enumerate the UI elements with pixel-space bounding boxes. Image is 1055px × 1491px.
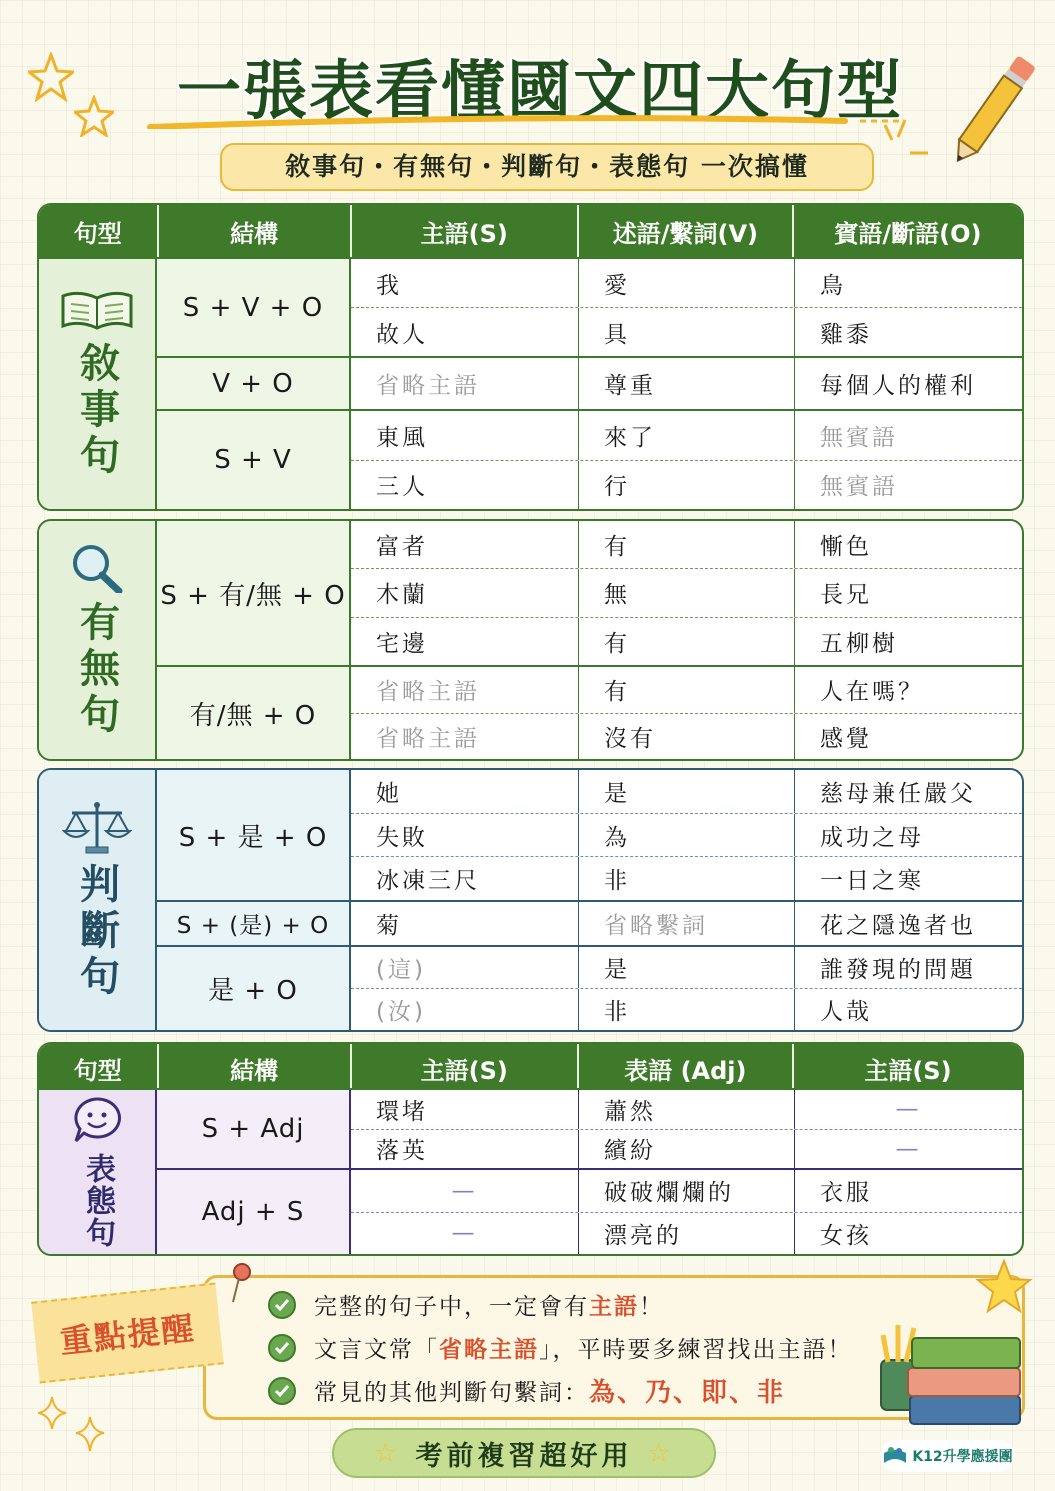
sparkle-icon bbox=[38, 1395, 108, 1455]
subject-cell: 環堵 bbox=[351, 1090, 579, 1129]
column-header: 結構 bbox=[159, 1044, 352, 1092]
logo-icon bbox=[882, 1445, 908, 1467]
object-cell: 慚色 bbox=[820, 534, 872, 561]
subtitle-banner: 敘事句・有無句・判斷句・表態句 一次搞懂 bbox=[220, 143, 874, 191]
reminder-item bbox=[268, 1283, 853, 1326]
tip-text: 完整的句子中，一定會有 bbox=[314, 1294, 589, 1320]
predicate-cell: 破破爛爛的 bbox=[579, 1170, 795, 1212]
magnifier-icon bbox=[67, 541, 127, 593]
pushpin-icon bbox=[225, 1262, 255, 1307]
tip-highlight: 省略主語 bbox=[439, 1337, 539, 1363]
subject-cell: 省略主語 bbox=[351, 358, 579, 409]
structure-label: Adj + S bbox=[157, 1170, 351, 1254]
subject-cell: 失敗 bbox=[351, 814, 579, 857]
section-title: 有無句 bbox=[73, 601, 120, 739]
page-title: 一張表看懂國文四大句型 bbox=[177, 55, 903, 129]
subject-cell: 宅邊 bbox=[351, 618, 579, 665]
table-row bbox=[351, 308, 1022, 356]
object-cell: 五柳樹 bbox=[820, 630, 898, 657]
title-underline bbox=[145, 115, 905, 129]
structure-label: V + O bbox=[157, 358, 351, 409]
verb-cell: 行 bbox=[579, 461, 795, 510]
star-icon bbox=[28, 52, 74, 102]
subject2-cell: 衣服 bbox=[820, 1180, 872, 1207]
verb-cell: 來了 bbox=[579, 411, 795, 460]
table-row bbox=[351, 411, 1022, 461]
verb-cell: 是 bbox=[579, 947, 795, 988]
table-row bbox=[351, 618, 1022, 665]
tip-text: 」，平時要多練習找出主語！ bbox=[539, 1337, 853, 1363]
object-cell: 鳥 bbox=[820, 272, 846, 299]
structure-label: S + V bbox=[157, 411, 351, 509]
column-header: 主語(S) bbox=[864, 1056, 952, 1085]
tip-text: ！ bbox=[639, 1294, 664, 1320]
table-row bbox=[351, 259, 1022, 308]
subject-cell: 富者 bbox=[351, 521, 579, 568]
tip-text: 常見的其他判斷句繫詞： bbox=[314, 1380, 589, 1406]
structure-label: S + 有/無 + O bbox=[157, 521, 351, 665]
verb-cell: 是 bbox=[579, 770, 795, 813]
table-row bbox=[351, 1130, 1022, 1169]
structure-label: 是 + O bbox=[157, 947, 351, 1030]
check-icon bbox=[268, 1334, 296, 1362]
object-cell: 人哉 bbox=[820, 999, 872, 1025]
scales-icon bbox=[62, 799, 132, 855]
object-cell: 無賓語 bbox=[820, 424, 898, 451]
subject-cell: — bbox=[351, 1170, 579, 1212]
table-row bbox=[351, 902, 1022, 945]
object-cell: 花之隱逸者也 bbox=[820, 913, 976, 939]
tip-highlight: 為、乃、即、非 bbox=[589, 1378, 786, 1408]
tip-highlight: 主語 bbox=[589, 1294, 639, 1320]
object-cell: 慈母兼任嚴父 bbox=[820, 780, 976, 807]
column-header: 主語(S) bbox=[352, 205, 579, 257]
section-judgment bbox=[37, 768, 1024, 1032]
verb-cell: 為 bbox=[579, 814, 795, 857]
verb-cell: 沒有 bbox=[579, 714, 795, 760]
reminder-tag: 重點提醒 bbox=[31, 1283, 224, 1384]
object-cell: 無賓語 bbox=[820, 474, 898, 501]
section-descriptive bbox=[37, 1088, 1024, 1256]
structure-label: S + 是 + O bbox=[157, 770, 351, 900]
verb-cell: 愛 bbox=[579, 259, 795, 307]
subject-cell: 冰凍三尺 bbox=[351, 857, 579, 900]
table-row bbox=[351, 569, 1022, 617]
structure-label: S + Adj bbox=[157, 1090, 351, 1168]
brand-logo bbox=[880, 1440, 1015, 1472]
column-header: 表語 (Adj) bbox=[579, 1044, 794, 1092]
verb-cell: 具 bbox=[579, 308, 795, 356]
subject-cell: (這) bbox=[351, 947, 579, 988]
subject-cell: 東風 bbox=[351, 411, 579, 460]
section-title: 表態句 bbox=[80, 1153, 115, 1249]
table-header bbox=[37, 203, 1024, 259]
star-icon bbox=[74, 95, 114, 137]
column-header: 述語/繫詞(V) bbox=[579, 205, 794, 257]
cta-text: 考前複習超好用 bbox=[415, 1440, 633, 1472]
predicate-cell: 蕭然 bbox=[579, 1090, 795, 1129]
structure-label: S + (是) + O bbox=[157, 902, 351, 945]
object-cell: 成功之母 bbox=[820, 824, 924, 851]
column-header: 主語(S) bbox=[352, 1044, 579, 1092]
table-row bbox=[351, 1213, 1022, 1255]
subject2-cell: — bbox=[895, 1135, 922, 1162]
table-row bbox=[351, 857, 1022, 900]
column-header: 賓語/斷語(O) bbox=[834, 219, 982, 248]
object-cell: 感覺 bbox=[820, 725, 872, 752]
subject2-cell: 女孩 bbox=[820, 1222, 872, 1249]
section-label bbox=[39, 521, 157, 759]
reminder-list bbox=[268, 1283, 853, 1412]
smile-chat-icon bbox=[70, 1095, 124, 1145]
verb-cell: 尊重 bbox=[579, 358, 795, 409]
subject2-cell: — bbox=[895, 1096, 922, 1123]
column-header: 句型 bbox=[39, 205, 159, 257]
table-row bbox=[351, 947, 1022, 989]
table-header-adj bbox=[37, 1042, 1024, 1092]
object-cell: 每個人的權利 bbox=[820, 373, 976, 399]
check-icon bbox=[268, 1377, 296, 1405]
subject-cell: 菊 bbox=[351, 902, 579, 945]
table-row bbox=[351, 358, 1022, 409]
column-header: 句型 bbox=[39, 1044, 159, 1092]
check-icon bbox=[268, 1291, 296, 1319]
object-cell: 人在嗎？ bbox=[820, 679, 924, 706]
verb-cell: 有 bbox=[579, 618, 795, 665]
verb-cell: 非 bbox=[579, 857, 795, 900]
object-cell: 長兄 bbox=[820, 582, 872, 609]
tip-text: 文言文常「 bbox=[314, 1337, 439, 1363]
subject-cell: 省略主語 bbox=[351, 667, 579, 713]
subject-cell: 木蘭 bbox=[351, 569, 579, 616]
logo-text: K12升學應援團 bbox=[912, 1449, 1013, 1465]
subject-cell: 故人 bbox=[351, 308, 579, 356]
subject-cell: 我 bbox=[351, 259, 579, 307]
reminder-item bbox=[268, 1369, 853, 1412]
table-row bbox=[351, 1090, 1022, 1130]
subject-cell: 三人 bbox=[351, 461, 579, 510]
verb-cell: 有 bbox=[579, 667, 795, 713]
section-label bbox=[39, 1090, 157, 1254]
pencil-icon bbox=[945, 45, 1040, 175]
predicate-cell: 繽紛 bbox=[579, 1130, 795, 1169]
verb-cell: 非 bbox=[579, 989, 795, 1030]
section-title: 敘事句 bbox=[73, 342, 120, 480]
section-existential bbox=[37, 519, 1024, 761]
section-label bbox=[39, 770, 157, 1030]
verb-cell: 有 bbox=[579, 521, 795, 568]
table-row bbox=[351, 461, 1022, 510]
object-cell: 雞黍 bbox=[820, 321, 872, 348]
section-label bbox=[39, 259, 157, 509]
table-row bbox=[351, 814, 1022, 858]
object-cell: 誰發現的問題 bbox=[820, 957, 976, 983]
table-row bbox=[351, 1170, 1022, 1213]
section-title: 判斷句 bbox=[73, 863, 120, 1001]
star-icon: ☆ bbox=[646, 1437, 675, 1469]
object-cell: 一日之寒 bbox=[820, 868, 924, 895]
table-row bbox=[351, 770, 1022, 814]
table-row bbox=[351, 989, 1022, 1030]
subject-cell: 落英 bbox=[351, 1130, 579, 1169]
subject-cell: 省略主語 bbox=[351, 714, 579, 760]
star-icon: ☆ bbox=[373, 1437, 402, 1469]
subject-cell: 她 bbox=[351, 770, 579, 813]
column-header: 結構 bbox=[159, 205, 352, 257]
table-row bbox=[351, 714, 1022, 760]
structure-label: 有/無 + O bbox=[157, 667, 351, 759]
open-book-icon bbox=[59, 288, 135, 334]
subject-cell: — bbox=[351, 1213, 579, 1255]
structure-label: S + V + O bbox=[157, 259, 351, 356]
subject-cell: (汝) bbox=[351, 989, 579, 1030]
table-row bbox=[351, 521, 1022, 569]
table-row bbox=[351, 667, 1022, 714]
star-icon bbox=[975, 1258, 1033, 1316]
sparkle-lines bbox=[880, 115, 940, 165]
section-narrative bbox=[37, 257, 1024, 511]
reminder-item bbox=[268, 1326, 853, 1369]
books-and-pencils-icon bbox=[878, 1320, 1028, 1430]
cta-banner bbox=[332, 1428, 716, 1478]
verb-cell: 無 bbox=[579, 569, 795, 616]
verb-cell: 省略繫詞 bbox=[579, 902, 795, 945]
predicate-cell: 漂亮的 bbox=[579, 1213, 795, 1255]
